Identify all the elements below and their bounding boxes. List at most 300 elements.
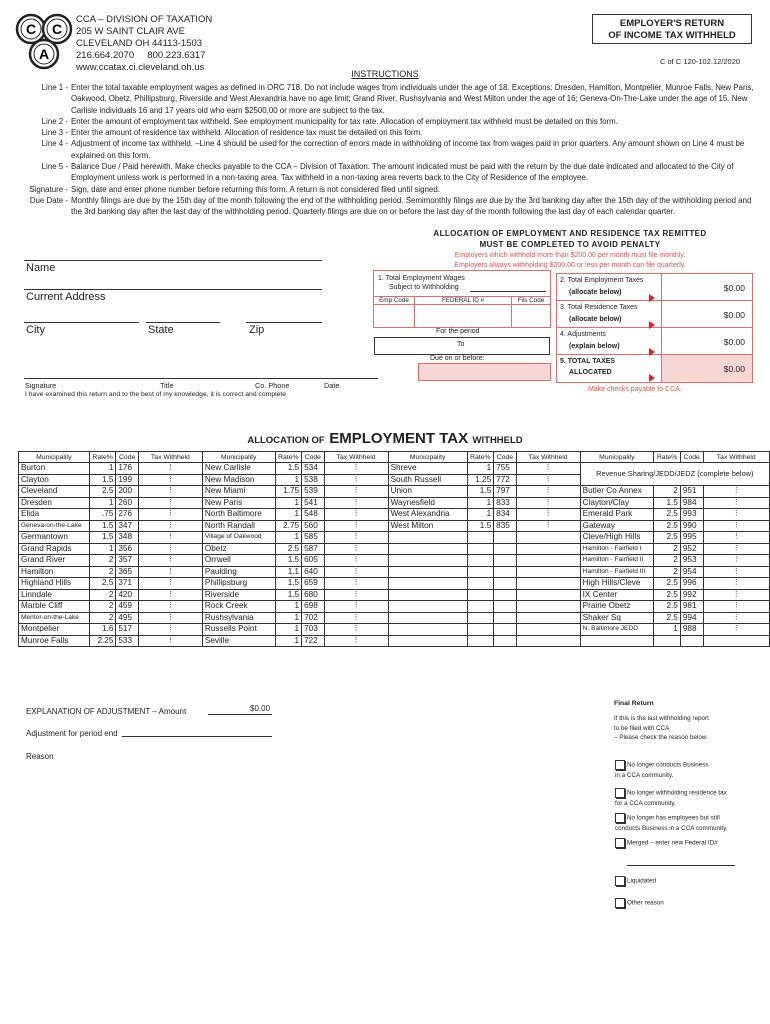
column-header: Municipality xyxy=(388,452,467,463)
tax-rate: 1.25 xyxy=(467,474,494,486)
tax-withheld-input[interactable]: ⋮ xyxy=(703,555,770,567)
tax-withheld-input[interactable]: ⋮ xyxy=(703,601,770,613)
tax-withheld-input[interactable]: ⋮ xyxy=(324,509,388,521)
municipality-name: Geneva-on-the-Lake xyxy=(19,520,90,532)
municipality-name: Mentor-on-the-Lake xyxy=(19,612,90,624)
svg-text:C: C xyxy=(51,21,63,37)
municipality-name xyxy=(388,578,467,590)
tax-rate: 1 xyxy=(275,497,302,509)
muni-code: 560 xyxy=(302,520,325,532)
tax-withheld-input[interactable]: ⋮ xyxy=(324,543,388,555)
tax-withheld-input[interactable] xyxy=(703,635,770,647)
municipality-name: N. Baltimore JEDD xyxy=(580,624,654,636)
instruction-label: Signature - xyxy=(29,184,68,194)
tax-rate: 1.75 xyxy=(275,486,302,498)
tax-withheld-input[interactable]: ⋮ xyxy=(324,555,388,567)
tax-withheld-input[interactable]: ⋮ xyxy=(138,566,202,578)
emp-code-label: Emp Code xyxy=(374,297,414,305)
tax-withheld-input[interactable]: ⋮ xyxy=(138,543,202,555)
explanation-amount-line[interactable] xyxy=(208,714,272,715)
reason-label: Reason xyxy=(26,752,54,761)
tax-withheld-input[interactable]: ⋮ xyxy=(703,543,770,555)
final-return-option[interactable] xyxy=(615,813,728,834)
tax-withheld-input[interactable] xyxy=(516,578,580,590)
municipality-table-wrap xyxy=(18,451,770,647)
tax-withheld-input[interactable]: ⋮ xyxy=(324,635,388,647)
checkbox-icon[interactable] xyxy=(615,788,625,798)
option-label: No longer has employees but still xyxy=(627,814,720,822)
tax-rate: 1 xyxy=(275,612,302,624)
tax-withheld-input[interactable]: ⋮ xyxy=(703,589,770,601)
checkbox-icon[interactable] xyxy=(615,813,625,823)
svg-text:C: C xyxy=(25,21,37,37)
tax-rate xyxy=(467,578,494,590)
option-label: No longer conducts Business xyxy=(627,761,709,769)
date-label: Date xyxy=(324,381,340,390)
period-box[interactable] xyxy=(374,337,550,355)
muni-code: 605 xyxy=(302,555,325,567)
federal-id-cell[interactable] xyxy=(415,297,512,327)
tax-rate: 2.5 xyxy=(654,589,681,601)
municipality-name: Marble Cliff xyxy=(19,601,90,613)
tax-rate: 2.75 xyxy=(275,520,302,532)
tax-rate: 1 xyxy=(467,509,494,521)
option-label: Liquidated xyxy=(627,877,657,885)
muni-code xyxy=(494,624,517,636)
muni-code xyxy=(494,612,517,624)
final-return-option[interactable] xyxy=(615,898,664,909)
municipality-name: Gateway xyxy=(580,520,654,532)
muni-code xyxy=(494,589,517,601)
tax-withheld-input[interactable]: ⋮ xyxy=(324,601,388,613)
column-header: Tax Withheld xyxy=(516,452,580,463)
municipality-name: Burton xyxy=(19,463,90,475)
tax-withheld-input[interactable]: ⋮ xyxy=(324,624,388,636)
period-end-line[interactable] xyxy=(122,736,272,737)
city-line[interactable] xyxy=(24,322,139,323)
tax-withheld-input[interactable] xyxy=(516,635,580,647)
muni-code: 952 xyxy=(680,543,703,555)
instruction-label: Line 1 - xyxy=(41,83,68,92)
option-label-2: in a CCA community. xyxy=(615,771,674,779)
table-row xyxy=(19,555,770,567)
municipality-name xyxy=(388,635,467,647)
tax-rate: 1 xyxy=(275,624,302,636)
muni-code: 981 xyxy=(680,601,703,613)
municipality-name: Germantown xyxy=(19,532,90,544)
muni-code: 495 xyxy=(116,612,139,624)
final-return-option[interactable] xyxy=(615,876,656,887)
emp-alloc-title xyxy=(0,430,770,448)
tax-withheld-input[interactable]: ⋮ xyxy=(138,474,202,486)
tax-withheld-input[interactable]: ⋮ xyxy=(703,578,770,590)
municipality-name: Clayton xyxy=(19,474,90,486)
tax-rate: 2 xyxy=(89,612,116,624)
line3-sub: (allocate below) xyxy=(569,316,622,323)
tax-rate xyxy=(467,601,494,613)
instruction-row xyxy=(18,161,758,184)
table-row xyxy=(19,520,770,532)
municipality-name: Waynesfield xyxy=(388,497,467,509)
municipality-name: Emerald Park xyxy=(580,509,654,521)
municipality-name xyxy=(388,624,467,636)
instruction-row xyxy=(18,195,758,218)
tax-withheld-input[interactable] xyxy=(516,566,580,578)
instruction-row xyxy=(18,184,758,195)
tax-withheld-input[interactable]: ⋮ xyxy=(138,601,202,613)
municipality-name: Hamilton xyxy=(19,566,90,578)
final-return-option[interactable] xyxy=(615,788,727,809)
tax-withheld-input[interactable]: ⋮ xyxy=(703,566,770,578)
tax-rate: 2 xyxy=(89,555,116,567)
muni-code xyxy=(494,566,517,578)
phone-numbers: 216.664.2070 800.223.6317 xyxy=(76,50,206,61)
tax-withheld-input[interactable]: ⋮ xyxy=(138,555,202,567)
line4-value[interactable]: $0.00 xyxy=(723,337,745,347)
instructions-list xyxy=(18,82,758,218)
tax-withheld-input[interactable]: ⋮ xyxy=(138,532,202,544)
muni-code: 199 xyxy=(116,474,139,486)
checks-note: Make checks payable to CCA. xyxy=(588,386,682,393)
period-label: For the period xyxy=(436,328,480,335)
arrow-icon xyxy=(649,289,655,307)
final-return-option[interactable] xyxy=(615,838,718,849)
instruction-row xyxy=(18,116,758,127)
final-return-option[interactable] xyxy=(615,760,709,781)
tax-rate: 2 xyxy=(89,589,116,601)
state-label: State xyxy=(148,324,174,336)
municipality-name: Hamilton - Fairfield I xyxy=(580,543,654,555)
muni-code: 538 xyxy=(302,474,325,486)
muni-code: 834 xyxy=(494,509,517,521)
new-federal-id-line[interactable] xyxy=(627,865,735,866)
tax-rate xyxy=(467,543,494,555)
column-header: Rate% xyxy=(89,452,116,463)
tax-rate: 1 xyxy=(275,532,302,544)
tax-rate: 1.5 xyxy=(89,520,116,532)
line3-label: 3. Total Residence Taxes xyxy=(560,304,638,311)
tax-rate: 2.5 xyxy=(654,601,681,613)
municipality-name: Cleveland xyxy=(19,486,90,498)
line3-value[interactable]: $0.00 xyxy=(723,310,745,320)
option-label-2: conducts Business in a CCA community. xyxy=(615,824,728,832)
allocation-title xyxy=(370,228,770,250)
tax-rate: 2.5 xyxy=(654,520,681,532)
tax-rate xyxy=(467,566,494,578)
instruction-text: Enter the total taxable employment wages as defined in ORC 718. Do not include wages from individuals under the age of 18. Exceptions: Dresden, Hamilton, Montpelier, Munroe Falls, New Paris, Oakwood, Obetz, Phillipsburg, Riverside and West Alexandria have no age limit; Grand River, Rushsylvania and West Milton under the age of 16; Geneva-On-The-Lake under the age of 15. New Carlisle individuals 16 and 17 years old who earn $2500.00 or more are subject to the tax. xyxy=(71,83,754,115)
muni-code: 420 xyxy=(116,589,139,601)
line5-sub: ALLOCATED xyxy=(569,369,612,376)
checkbox-icon[interactable] xyxy=(615,898,625,908)
instruction-row xyxy=(18,127,758,138)
tax-rate: 2 xyxy=(89,566,116,578)
city-label: City xyxy=(26,324,45,336)
final-return-title: Final Return xyxy=(614,700,654,707)
tax-withheld-input[interactable] xyxy=(516,624,580,636)
tax-withheld-input[interactable]: ⋮ xyxy=(324,566,388,578)
cca-logo xyxy=(14,12,74,72)
form-title-line-2: OF INCOME TAX WITHHELD xyxy=(608,30,736,41)
muni-code: 680 xyxy=(302,589,325,601)
municipality-name: Montpelier xyxy=(19,624,90,636)
tax-rate xyxy=(467,532,494,544)
checkbox-icon[interactable] xyxy=(615,838,625,848)
tax-rate: 2.5 xyxy=(89,578,116,590)
line2-value[interactable]: $0.00 xyxy=(723,283,745,293)
explanation-amount[interactable]: $0.00 xyxy=(250,704,271,713)
allocation-note-2: Employers always withholding $200.00 or less per month can file quarterly. xyxy=(454,262,686,269)
column-header: Tax Withheld xyxy=(703,452,770,463)
muni-code: 772 xyxy=(494,474,517,486)
name-label: Name xyxy=(26,262,56,274)
column-header: Tax Withheld xyxy=(324,452,388,463)
tax-rate: 1 xyxy=(654,624,681,636)
tax-withheld-input[interactable]: ⋮ xyxy=(703,612,770,624)
tax-withheld-input[interactable]: ⋮ xyxy=(703,497,770,509)
table-row xyxy=(19,543,770,555)
line4-sub: (explain below) xyxy=(569,343,620,350)
muni-code: 585 xyxy=(302,532,325,544)
line1-box xyxy=(373,270,551,328)
tax-withheld-input[interactable]: ⋮ xyxy=(138,612,202,624)
tax-rate: .75 xyxy=(89,509,116,521)
municipality-name: Village of Oakwood xyxy=(202,532,275,544)
column-header: Municipality xyxy=(580,452,654,463)
tax-withheld-input[interactable]: ⋮ xyxy=(516,474,580,486)
muni-code xyxy=(494,635,517,647)
muni-code: 995 xyxy=(680,532,703,544)
municipality-name: Union xyxy=(388,486,467,498)
tax-withheld-input[interactable]: ⋮ xyxy=(324,497,388,509)
revenue-sharing-header: Revenue Sharing/JEDD/JEDZ (complete below) xyxy=(580,463,769,486)
zip-line[interactable] xyxy=(246,322,322,323)
tax-withheld-input[interactable]: ⋮ xyxy=(138,589,202,601)
tax-rate: 1 xyxy=(467,463,494,475)
tax-rate: 1.1 xyxy=(275,566,302,578)
tax-withheld-input[interactable]: ⋮ xyxy=(324,578,388,590)
tax-rate: 2 xyxy=(654,566,681,578)
tax-withheld-input[interactable]: ⋮ xyxy=(324,520,388,532)
title-label: Title xyxy=(160,381,174,390)
instruction-text: Monthly filings are due by the 15th day of the month following the end of the withholding period. Semimonthly filings are due by the 3rd banking day after the 15th day of the withholding period and the 3rd banking day after the last day of the withholding period. Quarterly filings are due on or before the last day of the month following the last day of each calendar quarter. xyxy=(71,195,752,217)
checkbox-icon[interactable] xyxy=(615,760,625,770)
name-line xyxy=(24,260,322,261)
municipality-table xyxy=(18,451,770,647)
municipality-name xyxy=(388,543,467,555)
arrow-icon xyxy=(649,316,655,334)
muni-code: 357 xyxy=(116,555,139,567)
tax-withheld-input[interactable]: ⋮ xyxy=(324,532,388,544)
tax-withheld-input[interactable]: ⋮ xyxy=(703,486,770,498)
tax-withheld-input[interactable] xyxy=(516,601,580,613)
tax-withheld-input[interactable]: ⋮ xyxy=(138,497,202,509)
municipality-name: Butler Co Annex xyxy=(580,486,654,498)
tax-withheld-input[interactable]: ⋮ xyxy=(516,463,580,475)
emp-alloc-title-a: ALLOCATION OF xyxy=(247,435,325,446)
tax-rate: 1 xyxy=(275,509,302,521)
zip-label: Zip xyxy=(249,324,265,336)
municipality-name: Dresden xyxy=(19,497,90,509)
state-line[interactable] xyxy=(146,322,220,323)
signature-label: Signature xyxy=(25,381,57,390)
table-row xyxy=(19,601,770,613)
tax-withheld-input[interactable]: ⋮ xyxy=(138,463,202,475)
allocation-title-2: MUST BE COMPLETED TO AVOID PENALTY xyxy=(479,240,661,249)
tax-rate: 1.5 xyxy=(275,578,302,590)
muni-code: 702 xyxy=(302,612,325,624)
emp-code-cell[interactable] xyxy=(374,297,415,327)
tax-withheld-input[interactable]: ⋮ xyxy=(138,509,202,521)
municipality-name: Russells Point xyxy=(202,624,275,636)
municipality-name xyxy=(388,589,467,601)
municipality-name: New Madison xyxy=(202,474,275,486)
muni-code: 703 xyxy=(302,624,325,636)
option-label: Other reason xyxy=(627,899,664,907)
form-title-box xyxy=(592,14,752,44)
muni-code: 548 xyxy=(302,509,325,521)
final-return-intro-1: If this is the last withholding report xyxy=(614,715,709,722)
signature-line[interactable] xyxy=(24,378,378,379)
fills-code-cell[interactable] xyxy=(512,297,550,327)
tax-withheld-input[interactable]: ⋮ xyxy=(516,520,580,532)
tax-withheld-input[interactable]: ⋮ xyxy=(324,486,388,498)
final-return-intro-2: to be filed with CCA xyxy=(614,724,670,732)
municipality-name xyxy=(388,601,467,613)
tax-rate: 1.5 xyxy=(275,589,302,601)
tax-withheld-input[interactable] xyxy=(516,555,580,567)
tax-rate xyxy=(467,589,494,601)
column-header: Code xyxy=(116,452,139,463)
final-return-box xyxy=(609,700,759,907)
fills-code-label: Fils Code xyxy=(512,297,550,305)
table-row xyxy=(19,486,770,498)
emp-code-row xyxy=(374,296,550,328)
line1-value-line[interactable] xyxy=(470,291,546,292)
tax-rate: 2.5 xyxy=(654,509,681,521)
table-row xyxy=(19,612,770,624)
municipality-name: Shaker Sq xyxy=(580,612,654,624)
table-row xyxy=(19,566,770,578)
tax-withheld-input[interactable]: ⋮ xyxy=(324,463,388,475)
municipality-name: New Miami xyxy=(202,486,275,498)
tax-withheld-input[interactable]: ⋮ xyxy=(703,520,770,532)
period-end-label: Adjustment for period end xyxy=(26,729,118,738)
municipality-name: Phillipsburg xyxy=(202,578,275,590)
tax-rate: 1 xyxy=(275,474,302,486)
tax-withheld-input[interactable] xyxy=(516,543,580,555)
muni-code: 722 xyxy=(302,635,325,647)
allocation-note-1: Employers which withhold more than $200.00 per month must file monthly. xyxy=(454,252,686,259)
tax-withheld-input[interactable]: ⋮ xyxy=(138,635,202,647)
tax-rate: 2 xyxy=(654,486,681,498)
muni-code: 356 xyxy=(116,543,139,555)
tax-withheld-input[interactable]: ⋮ xyxy=(138,578,202,590)
address-label: Current Address xyxy=(26,291,106,303)
muni-code: 365 xyxy=(116,566,139,578)
municipality-name: Rushsylvania xyxy=(202,612,275,624)
tax-withheld-input[interactable]: ⋮ xyxy=(703,532,770,544)
tax-withheld-input[interactable]: ⋮ xyxy=(138,624,202,636)
tax-rate: 1.5 xyxy=(275,555,302,567)
municipality-name: Obetz xyxy=(202,543,275,555)
municipality-name: North Randall xyxy=(202,520,275,532)
tax-rate: 2.25 xyxy=(89,635,116,647)
column-header: Code xyxy=(302,452,325,463)
tax-withheld-input[interactable]: ⋮ xyxy=(324,612,388,624)
tax-withheld-input[interactable]: ⋮ xyxy=(703,624,770,636)
tax-withheld-input[interactable]: ⋮ xyxy=(138,486,202,498)
muni-code xyxy=(494,532,517,544)
tax-rate xyxy=(467,612,494,624)
muni-code: 797 xyxy=(494,486,517,498)
muni-code: 541 xyxy=(302,497,325,509)
municipality-name: New Carlisle xyxy=(202,463,275,475)
municipality-name: Riverside xyxy=(202,589,275,601)
muni-code: 993 xyxy=(680,509,703,521)
tax-withheld-input[interactable]: ⋮ xyxy=(516,486,580,498)
municipality-name: Paulding xyxy=(202,566,275,578)
instruction-label: Line 5 - xyxy=(41,162,68,172)
checkbox-icon[interactable] xyxy=(615,876,625,886)
muni-code: 347 xyxy=(116,520,139,532)
municipality-name: Hamilton - Fairfield III xyxy=(580,566,654,578)
tax-rate: 1 xyxy=(467,497,494,509)
muni-code: 990 xyxy=(680,520,703,532)
tax-rate: 1 xyxy=(89,463,116,475)
line2-label: 2. Total Employment Taxes xyxy=(560,277,644,284)
website[interactable]: www.ccatax.ci.cleveland.oh.us xyxy=(76,62,205,73)
explanation-label: EXPLANATION OF ADJUSTMENT – Amount xyxy=(26,707,187,716)
tax-rate: 2 xyxy=(654,543,681,555)
tax-withheld-input[interactable]: ⋮ xyxy=(324,474,388,486)
tax-rate: 1 xyxy=(89,497,116,509)
table-row xyxy=(19,589,770,601)
tax-withheld-input[interactable]: ⋮ xyxy=(516,509,580,521)
tax-withheld-input[interactable]: ⋮ xyxy=(138,520,202,532)
tax-withheld-input[interactable]: ⋮ xyxy=(324,589,388,601)
tax-withheld-input[interactable] xyxy=(516,532,580,544)
municipality-name: North Baltimore xyxy=(202,509,275,521)
tax-rate: 1.5 xyxy=(654,497,681,509)
instruction-label: Due Date - xyxy=(29,195,68,205)
municipality-name: Seville xyxy=(202,635,275,647)
tax-rate: 2 xyxy=(654,555,681,567)
municipality-name xyxy=(580,635,654,647)
final-return-intro xyxy=(614,714,759,743)
tax-withheld-input[interactable]: ⋮ xyxy=(516,497,580,509)
tax-rate: 2.5 xyxy=(654,532,681,544)
instruction-row xyxy=(18,82,758,116)
tax-rate xyxy=(654,635,681,647)
line5-value[interactable]: $0.00 xyxy=(723,364,745,374)
tax-withheld-input[interactable]: ⋮ xyxy=(703,509,770,521)
instruction-text: Balance Due / Paid herewith. Make checks payable to the CCA – Division of Taxation. The amount indicated must be paid with the return by the due date indicated and allocated to the City of Employment unless work is performed in a non-taxing area. Tax withheld in a non-taxing area reverts back to the City of Residence of the employee. xyxy=(71,162,734,183)
tax-rate: 2.5 xyxy=(654,612,681,624)
line4-label: 4. Adjustments xyxy=(560,331,606,338)
address-line[interactable] xyxy=(24,289,322,290)
option-label: Merged – enter new Federal ID# xyxy=(627,839,718,847)
muni-code: 994 xyxy=(680,612,703,624)
arrow-icon xyxy=(649,343,655,361)
line5-label: 5. TOTAL TAXES xyxy=(560,358,616,365)
tax-withheld-input[interactable] xyxy=(516,612,580,624)
municipality-name: Linndale xyxy=(19,589,90,601)
municipality-name: New Paris xyxy=(202,497,275,509)
tax-withheld-input[interactable] xyxy=(516,589,580,601)
municipality-name: Orrwell xyxy=(202,555,275,567)
federal-id-label: FEDERAL ID # xyxy=(415,297,511,305)
due-label: Due on or before: xyxy=(430,355,485,362)
